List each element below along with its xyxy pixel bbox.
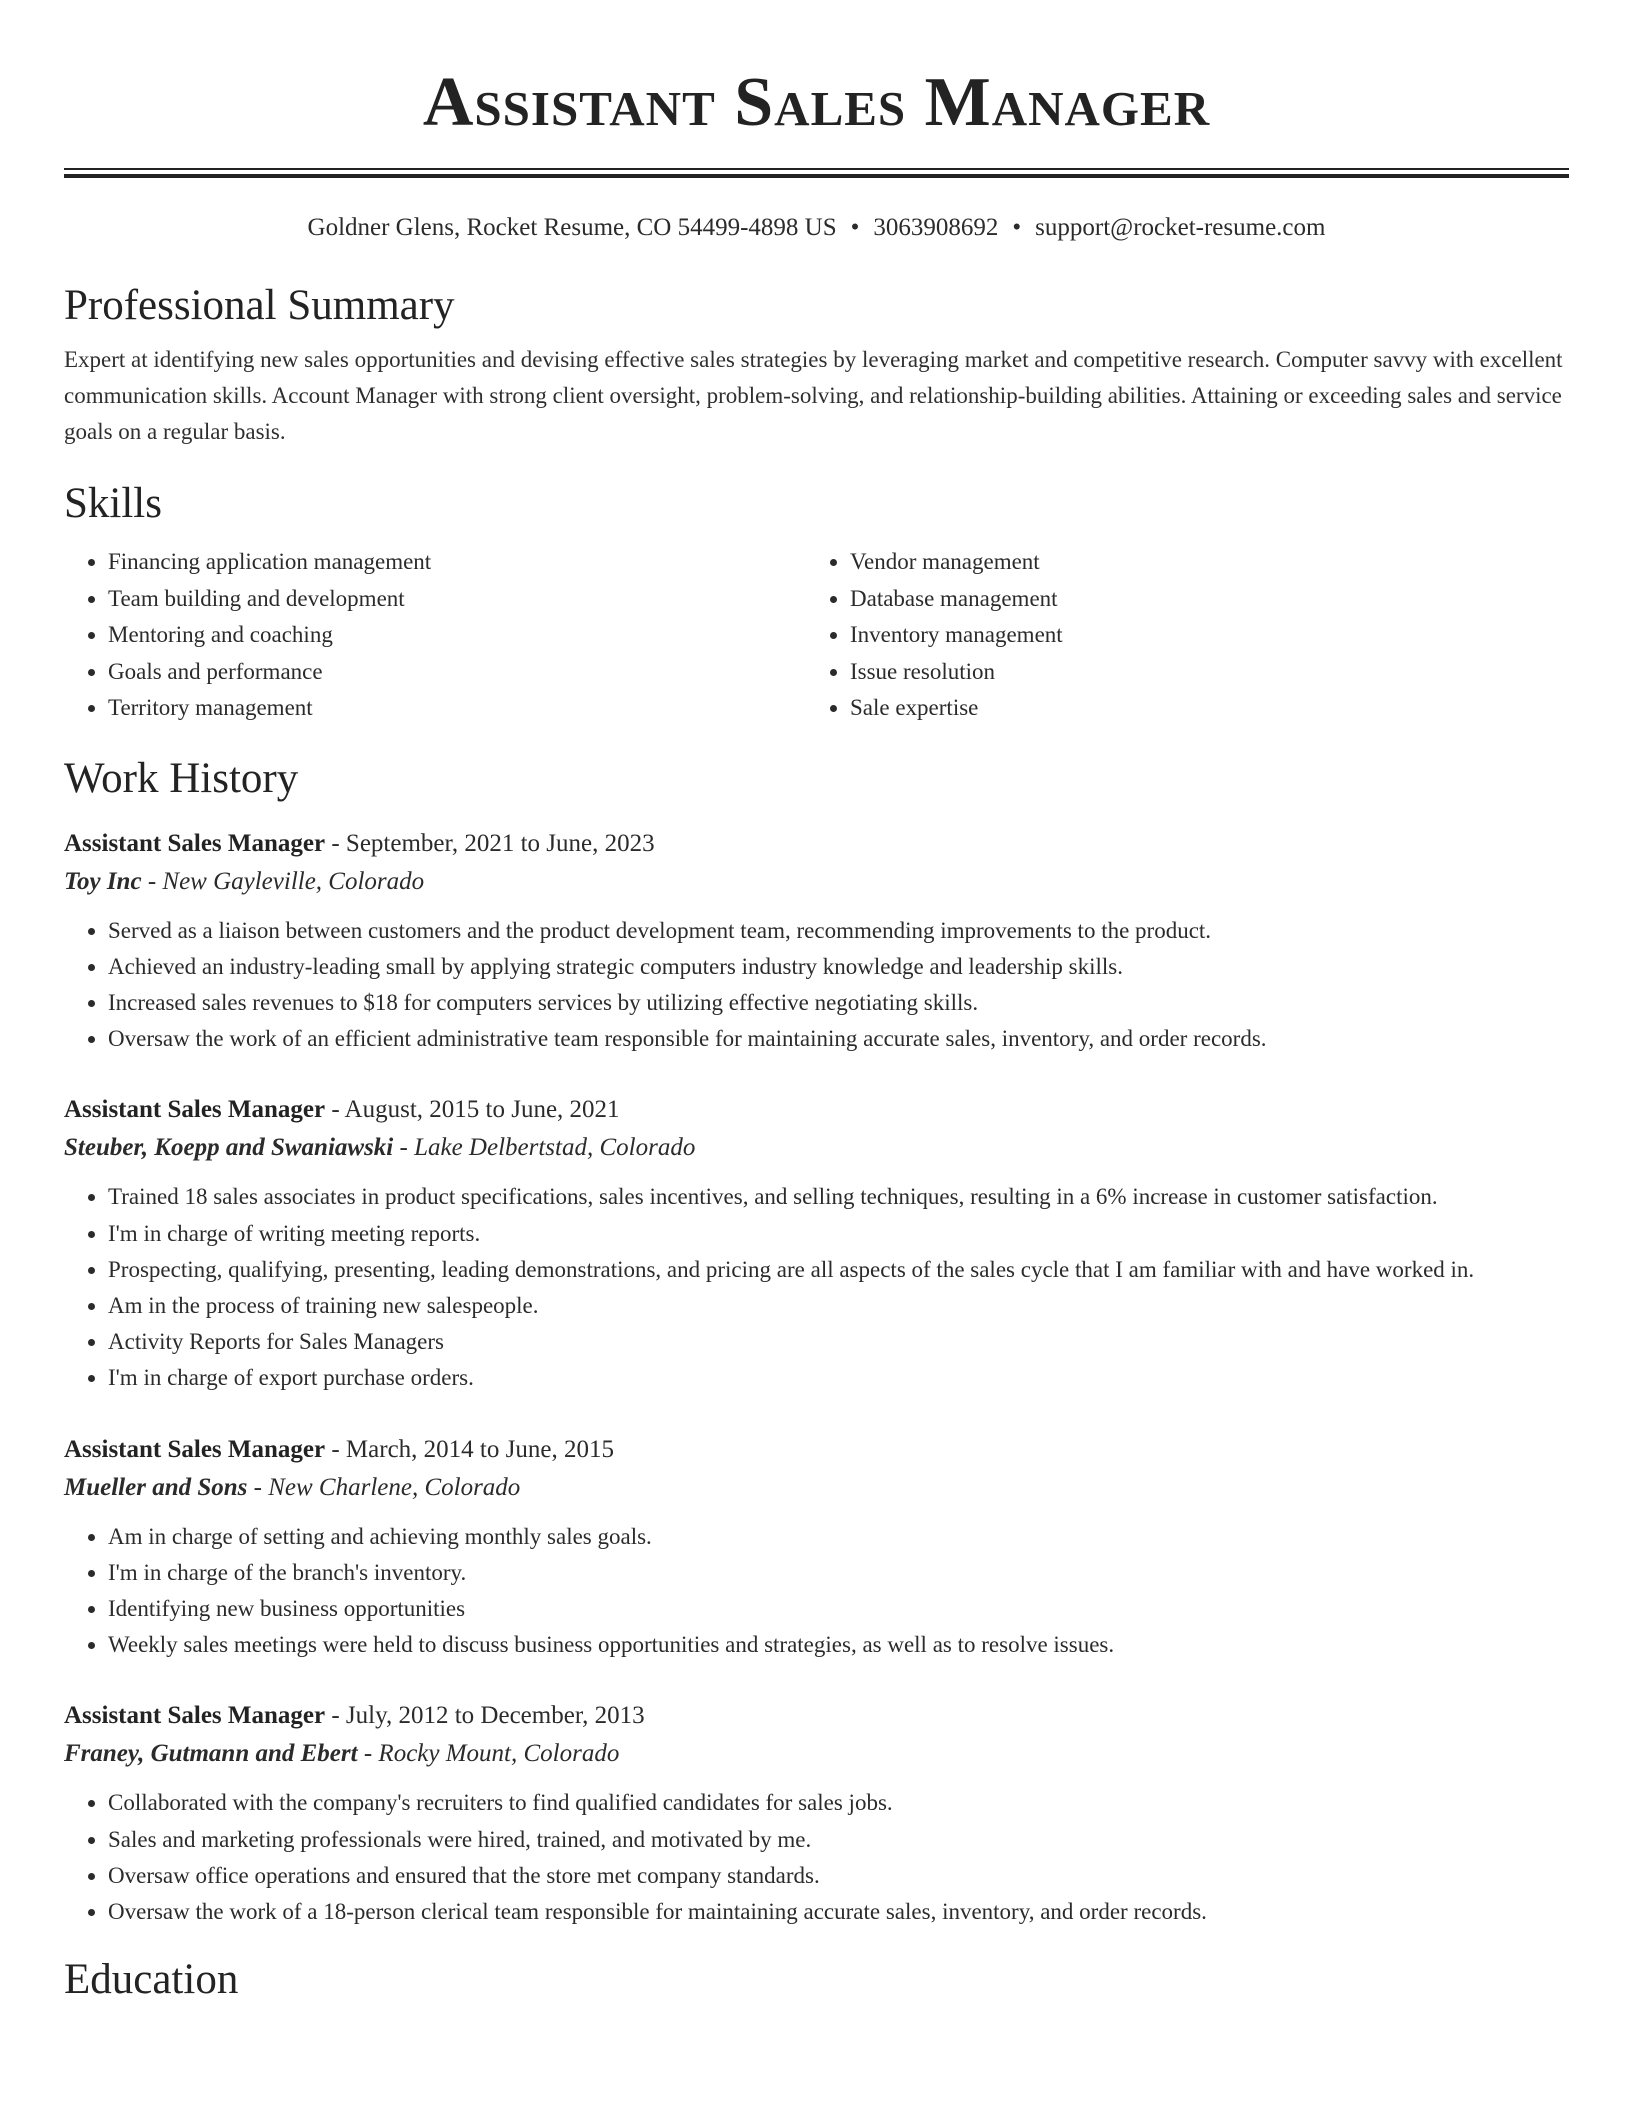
skill-item: • Issue resolution: [850, 654, 1530, 691]
skills-list-right: [806, 544, 1530, 727]
summary-heading: Professional Summary: [64, 282, 455, 329]
job-bullet: • I'm in charge of writing meeting reports.: [108, 1216, 1569, 1252]
job-dates: - March, 2014 to June, 2015: [325, 1435, 614, 1463]
contact-phone: 3063908692: [873, 214, 999, 241]
job-location: - Rocky Mount, Colorado: [357, 1740, 620, 1768]
job-location: - New Charlene, Colorado: [247, 1473, 521, 1501]
contact-separator: •: [850, 214, 860, 241]
job-bullet: • Sales and marketing professionals were hired, trained, and motivated by me.: [108, 1822, 1569, 1858]
education-heading: Education: [64, 1956, 239, 2004]
skills-heading: Skills: [64, 480, 162, 527]
job-dates: - September, 2021 to June, 2023: [325, 829, 655, 857]
job-bullets: [64, 1785, 1569, 1930]
skill-item: • Financing application management: [108, 544, 806, 581]
skill-item: • Mentoring and coaching: [108, 617, 806, 654]
job-bullet: • Increased sales revenues to $18 for computers services by utilizing effective negotiating skills.: [108, 985, 1569, 1021]
job-bullet: • Collaborated with the company's recruiters to find qualified candidates for sales jobs.: [108, 1785, 1569, 1821]
job-bullets: [64, 913, 1569, 1058]
skill-item: • Sale expertise: [850, 690, 1530, 727]
title-divider: [64, 168, 1569, 178]
job-title-line: [64, 1431, 1569, 1469]
job-bullet: • Achieved an industry-leading small by applying strategic computers industry knowledge and leadership skills.: [108, 949, 1569, 985]
contact-separator: •: [1012, 214, 1022, 241]
job-bullet: • Weekly sales meetings were held to discuss business opportunities and strategies, as well as to resolve issues.: [108, 1627, 1569, 1663]
work-history-heading: Work History: [64, 754, 299, 802]
job-bullets: [64, 1519, 1569, 1664]
job-bullet: • Activity Reports for Sales Managers: [108, 1324, 1569, 1360]
job-bullet: • Oversaw the work of an efficient administrative team responsible for maintaining accurate sales, inventory, and order records.: [108, 1021, 1569, 1057]
job-entry: [64, 1431, 1569, 1664]
skills-list-left: [64, 544, 806, 727]
job-company: Franey, Gutmann and Ebert: [64, 1740, 358, 1768]
job-bullet: • Identifying new business opportunities: [108, 1591, 1569, 1627]
job-company-line: [64, 1735, 1569, 1773]
job-entry: [64, 825, 1569, 1058]
skill-item: • Team building and development: [108, 581, 806, 618]
skill-item: • Vendor management: [850, 544, 1530, 581]
job-bullet: • Prospecting, qualifying, presenting, leading demonstrations, and pricing are all aspects of the sales cycle that I am familiar with and have worked in.: [108, 1252, 1569, 1288]
resume-name: Assistant Sales Manager: [422, 64, 1211, 141]
job-dates: - July, 2012 to December, 2013: [325, 1702, 645, 1730]
job-bullet: • Am in the process of training new salespeople.: [108, 1288, 1569, 1324]
job-bullet: • I'm in charge of the branch's inventory.: [108, 1555, 1569, 1591]
job-bullet: • Oversaw the work of a 18-person clerical team responsible for maintaining accurate sales, inventory, and order records.: [108, 1894, 1569, 1930]
job-role: Assistant Sales Manager: [64, 1435, 326, 1463]
contact-line: [64, 212, 1569, 244]
skills-columns: [64, 544, 1569, 727]
skill-item: • Goals and performance: [108, 654, 806, 691]
job-bullet: • I'm in charge of export purchase orders.: [108, 1360, 1569, 1396]
job-entry: [64, 1697, 1569, 1930]
job-bullet: • Oversaw office operations and ensured that the store met company standards.: [108, 1858, 1569, 1894]
job-location: - Lake Delbertstad, Colorado: [393, 1134, 696, 1162]
job-company: Steuber, Koepp and Swaniawski: [64, 1134, 394, 1162]
skill-item: • Inventory management: [850, 617, 1530, 654]
job-title-line: [64, 1697, 1569, 1735]
job-bullets: [64, 1179, 1569, 1396]
skill-item: • Territory management: [108, 690, 806, 727]
job-company: Mueller and Sons: [64, 1473, 248, 1501]
job-company-line: [64, 1469, 1569, 1507]
job-bullet: • Am in charge of setting and achieving monthly sales goals.: [108, 1519, 1569, 1555]
job-entry: [64, 1091, 1569, 1396]
job-company-line: [64, 1129, 1569, 1167]
job-role: Assistant Sales Manager: [64, 1702, 326, 1730]
contact-address: Goldner Glens, Rocket Resume, CO 54499-4898 US: [307, 214, 837, 241]
job-bullet: • Served as a liaison between customers and the product development team, recommending improvements to the product.: [108, 913, 1569, 949]
job-role: Assistant Sales Manager: [64, 829, 326, 857]
job-dates: - August, 2015 to June, 2021: [325, 1096, 620, 1124]
contact-email: support@rocket-resume.com: [1035, 214, 1326, 241]
job-title-line: [64, 825, 1569, 863]
job-bullet: • Trained 18 sales associates in product specifications, sales incentives, and selling techniques, resulting in a 6% increase in customer satisfaction.: [108, 1179, 1569, 1215]
job-title-line: [64, 1091, 1569, 1129]
resume-page: [64, 0, 1569, 2006]
job-company-line: [64, 863, 1569, 901]
job-location: - New Gayleville, Colorado: [141, 867, 425, 895]
summary-text: Expert at identifying new sales opportunities and devising effective sales strategies by leveraging market and competitive research. Computer savvy with excellent communication skills. Account Manager with strong client oversight, problem-solving, and relationship-building abilities. Attaining or exceeding sales and service goals on a regular basis.: [64, 347, 1563, 444]
job-role: Assistant Sales Manager: [64, 1096, 326, 1124]
job-company: Toy Inc: [64, 867, 142, 895]
skill-item: • Database management: [850, 581, 1530, 618]
